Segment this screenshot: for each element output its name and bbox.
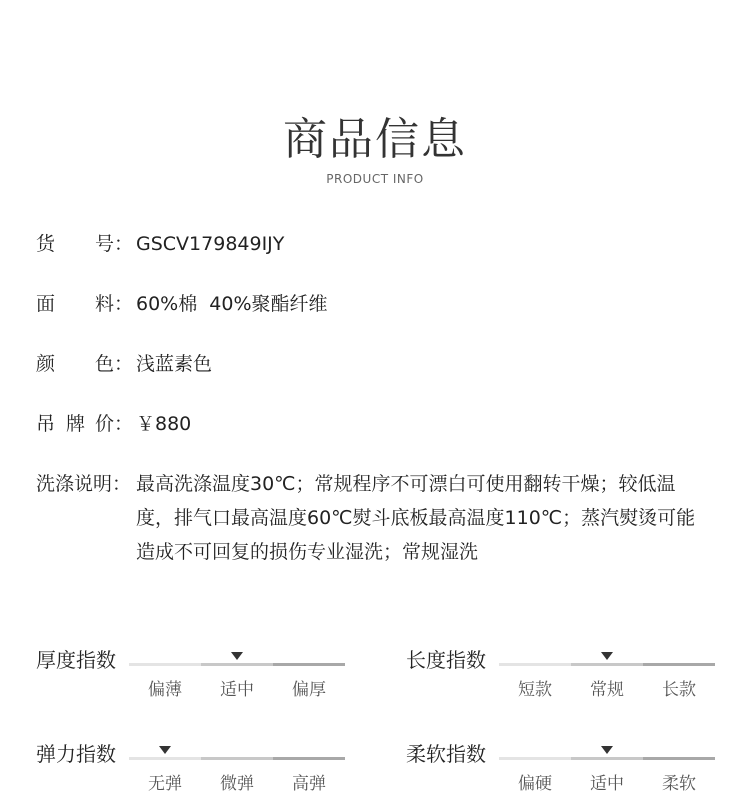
gauge-segment [571, 757, 643, 760]
label-char: 价 [95, 413, 115, 435]
gauge-label: 厚度指数 [36, 648, 116, 672]
gauge-option: 常规 [590, 680, 624, 700]
label-char: 面 [36, 293, 56, 315]
page-subtitle: PRODUCT INFO [326, 172, 424, 186]
label-char: 料 [95, 293, 115, 315]
tag-price-value: ￥880 [136, 413, 192, 435]
gauge-segment [499, 663, 571, 666]
gauge-segment [201, 757, 273, 760]
label-char: 牌 [66, 413, 86, 435]
gauge-segment [129, 663, 201, 666]
label-char: 号 [95, 233, 115, 255]
label-char: 吊 [36, 413, 56, 435]
gauge-label: 柔软指数 [406, 742, 486, 766]
detail-label [36, 349, 136, 379]
gauge-segment [273, 663, 345, 666]
gauge-bar [129, 757, 345, 794]
gauge-option: 适中 [590, 774, 624, 794]
material-value: 60%棉 40%聚酯纤维 [136, 293, 328, 315]
gauge-option: 偏薄 [148, 680, 182, 700]
page-title: 商品信息 [283, 114, 467, 165]
gauge-bar [499, 757, 715, 794]
label-colon: ： [114, 293, 134, 315]
gauge-segment [129, 757, 201, 760]
wash-line: 度，排气口最高温度60℃熨斗底板最高温度110℃；蒸汽熨烫可能 [136, 507, 696, 529]
label-char: 货 [36, 233, 56, 255]
gauge-marker [231, 652, 243, 660]
gauge-option: 适中 [220, 680, 254, 700]
label-colon: ： [114, 413, 134, 435]
gauge-softness [406, 740, 736, 800]
wash-line: 造成不可回复的损伤专业湿洗；常规湿洗 [136, 541, 479, 563]
wash-label: 洗涤说明： [36, 473, 132, 495]
item-no-value: GSCV179849IJY [136, 233, 285, 255]
gauge-thickness [36, 646, 366, 706]
label-colon: ： [114, 233, 134, 255]
gauge-option: 偏硬 [518, 774, 552, 794]
detail-label [36, 289, 136, 319]
label-colon: ： [114, 353, 134, 375]
gauge-option: 微弹 [220, 774, 254, 794]
gauge-elasticity [36, 740, 366, 800]
gauge-option: 高弹 [292, 774, 326, 794]
detail-label [36, 229, 136, 259]
wash-line: 最高洗涤温度30℃；常规程序不可漂白可使用翻转干燥；较低温 [136, 473, 676, 495]
detail-label [36, 409, 136, 439]
gauge-option: 长款 [662, 680, 696, 700]
gauge-marker [601, 746, 613, 754]
color-value: 浅蓝素色 [136, 353, 213, 375]
gauge-option: 偏厚 [292, 680, 326, 700]
gauge-bar [499, 663, 715, 700]
wash-instructions [136, 467, 714, 569]
gauge-option: 无弹 [148, 774, 182, 794]
gauge-segment [571, 663, 643, 666]
gauge-segment [643, 663, 715, 666]
gauge-segment [643, 757, 715, 760]
gauge-marker [159, 746, 171, 754]
gauge-segment [273, 757, 345, 760]
gauge-label: 弹力指数 [36, 742, 116, 766]
gauge-marker [601, 652, 613, 660]
gauge-option: 短款 [518, 680, 552, 700]
gauge-length [406, 646, 736, 706]
gauge-segment [201, 663, 273, 666]
gauge-label: 长度指数 [406, 648, 486, 672]
gauge-option: 柔软 [662, 774, 696, 794]
gauge-segment [499, 757, 571, 760]
gauge-bar [129, 663, 345, 700]
detail-label [36, 467, 136, 497]
label-char: 颜 [36, 353, 56, 375]
label-char: 色 [95, 353, 115, 375]
